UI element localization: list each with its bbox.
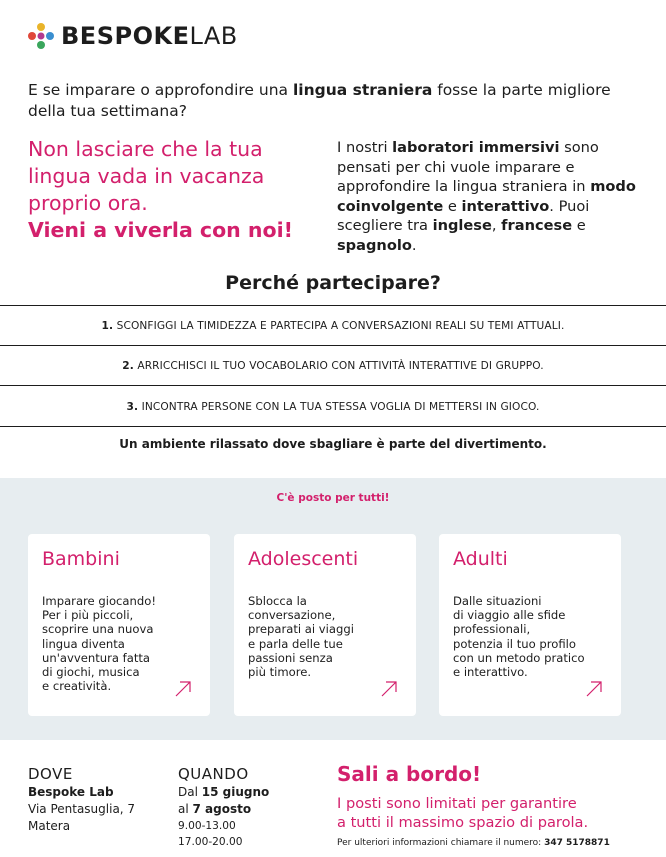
- divider: [0, 345, 666, 346]
- reason-item: 3. INCONTRA PERSONE CON LA TUA STESSA VOGLIA DI METTERSI IN GIOCO.: [126, 401, 540, 413]
- where-label: DOVE: [28, 765, 73, 783]
- date-from: Dal 15 giugno: [178, 785, 270, 799]
- reason-item: 2. ARRICCHISCI IL TUO VOCABOLARIO CON ATTIVITÀ INTERATTIVE DI GRUPPO.: [122, 360, 544, 372]
- headline-line: lingua vada in vacanza: [28, 164, 265, 188]
- intro-text: E se imparare o approfondire una lingua straniera fosse la parte migliore della tua settimana?: [28, 81, 611, 120]
- venue-address: Via Pentasuglia, 7: [28, 802, 136, 816]
- arrow-up-right-icon: [174, 680, 192, 698]
- arrow-up-right-icon: [585, 680, 603, 698]
- card-adolescenti: [234, 534, 416, 716]
- time-slot: 9.00-13.00: [178, 820, 236, 832]
- card-bambini: [28, 534, 210, 716]
- cta-title: Sali a bordo!: [337, 762, 482, 786]
- when-label: QUANDO: [178, 765, 249, 783]
- phone-number[interactable]: 347 5178871: [544, 838, 610, 848]
- headline-line: Non lasciare che la tua: [28, 137, 263, 161]
- cta-text: I posti sono limitati per garantire a tutti il massimo spazio di parola.: [337, 795, 589, 831]
- divider: [0, 426, 666, 427]
- time-slot: 17.00-20.00: [178, 836, 243, 848]
- venue-city: Matera: [28, 819, 71, 833]
- card-title: Bambini: [42, 548, 120, 570]
- card-body: Sblocca la conversazione, preparati ai viaggi e parla delle tue passioni senza più timore.: [248, 594, 354, 680]
- card-body: Imparare giocando! Per i più piccoli, scoprire una nuova lingua diventa un'avventura fatta di giochi, musica e creatività.: [42, 594, 156, 694]
- reason-item: 1. SCONFIGGI LA TIMIDEZZA E PARTECIPA A CONVERSAZIONI REALI SU TEMI ATTUALI.: [101, 320, 565, 332]
- divider: [0, 385, 666, 386]
- date-to: al 7 agosto: [178, 802, 252, 816]
- headline: [28, 136, 328, 244]
- headline-strong: Vieni a viverla con noi!: [28, 218, 293, 242]
- brand-name: BESPOKELAB: [61, 22, 238, 50]
- card-title: Adulti: [453, 548, 508, 570]
- card-title: Adolescenti: [248, 548, 359, 570]
- contact-info: Per ulteriori informazioni chiamare il numero: 347 5178871: [337, 838, 610, 848]
- arrow-up-right-icon: [380, 680, 398, 698]
- venue-name: Bespoke Lab: [28, 785, 114, 799]
- section-title: Perché partecipare?: [225, 272, 441, 294]
- audience-title: C'è posto per tutti!: [276, 492, 390, 504]
- divider: [0, 305, 666, 306]
- headline-line: proprio ora.: [28, 191, 148, 215]
- logo-icon: [27, 22, 55, 50]
- brand-logo: [27, 20, 238, 52]
- description: I nostri laboratori immersivi sono pensati per chi vuole imparare e approfondire la lingua straniera in modo coinvolgente e interattivo. Puoi scegliere tra inglese, francese e spagnolo.: [337, 139, 636, 254]
- ambient-note: Un ambiente rilassato dove sbagliare è parte del divertimento.: [119, 437, 547, 451]
- card-adulti: [439, 534, 621, 716]
- card-body: Dalle situazioni di viaggio alle sfide professionali, potenzia il tuo profilo con un metodo pratico e interattivo.: [453, 594, 585, 680]
